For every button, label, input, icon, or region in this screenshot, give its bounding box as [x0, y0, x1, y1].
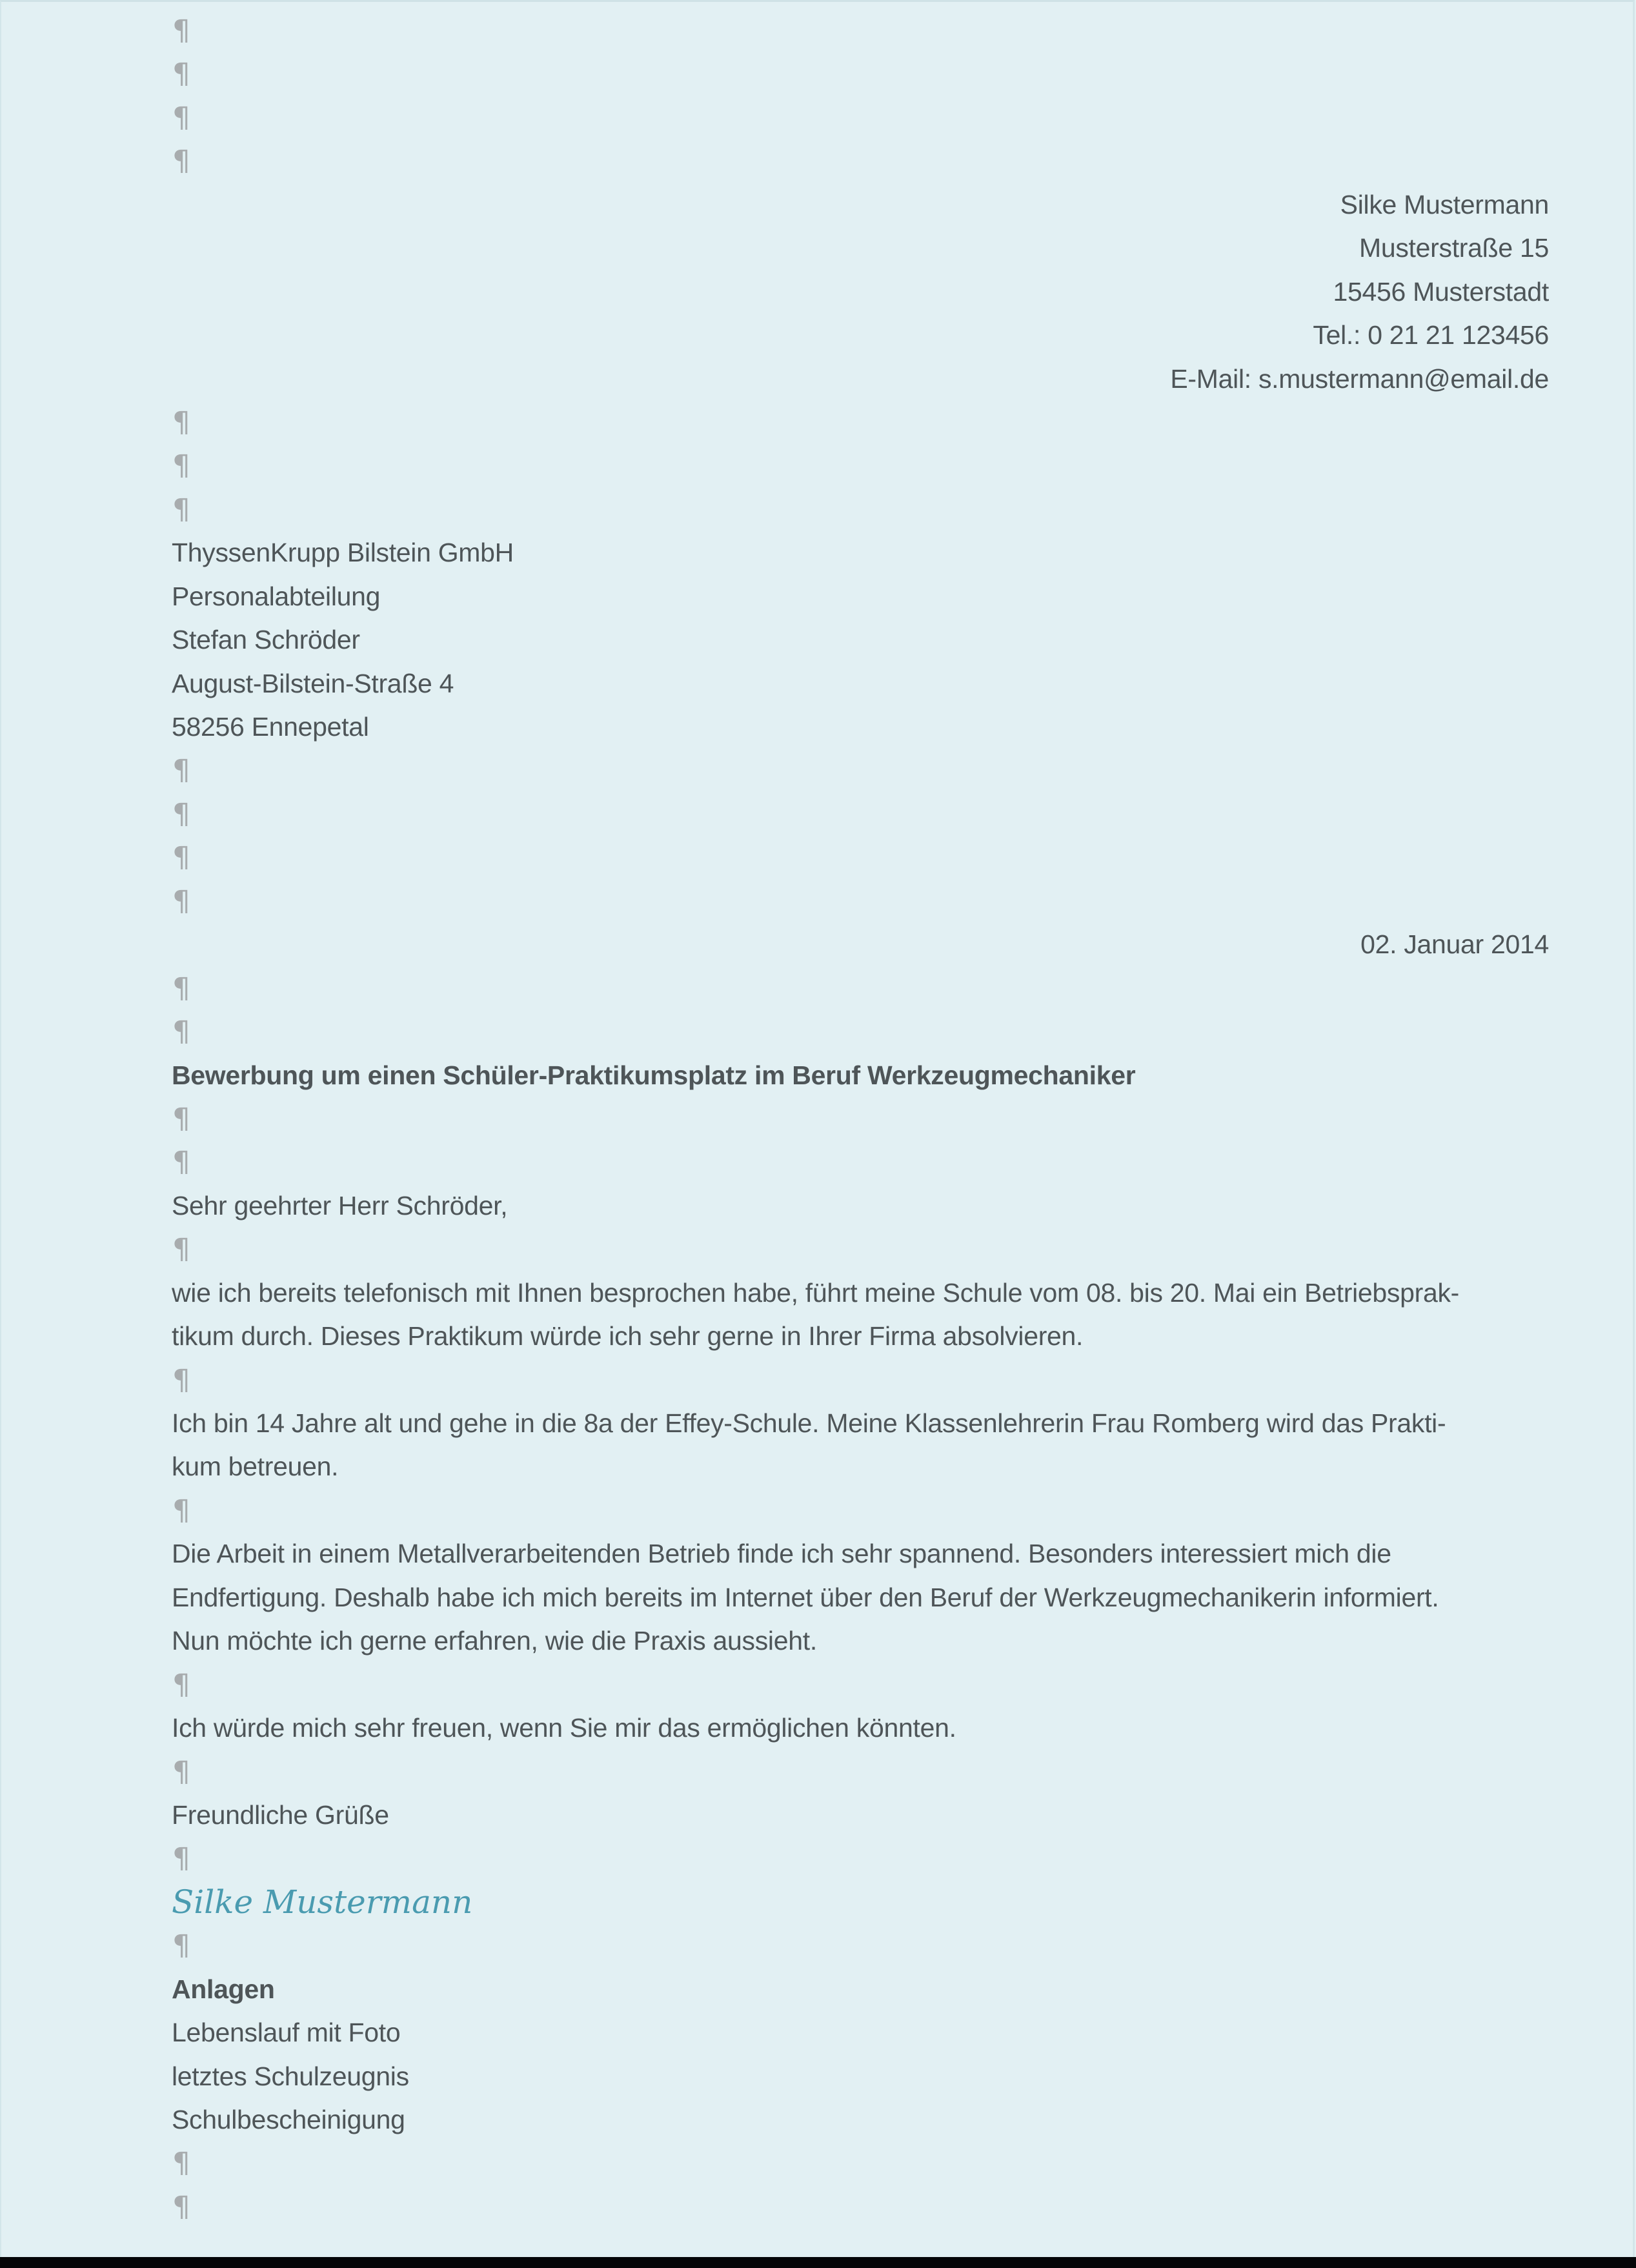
body-line: Ich würde mich sehr freuen, wenn Sie mir das ermöglichen könnten. — [172, 1713, 956, 1743]
empty-paragraph — [172, 749, 1549, 792]
pilcrow-icon: ¶ — [172, 2147, 190, 2180]
pilcrow-icon: ¶ — [172, 145, 190, 178]
body-paragraph-4 — [172, 1706, 1549, 1750]
attachments-heading: Anlagen — [172, 1974, 275, 2004]
attachment-item: letztes Schulzeugnis — [172, 2061, 409, 2091]
empty-paragraph — [172, 793, 1549, 836]
empty-paragraph — [172, 967, 1549, 1010]
recipient-city: 58256 Ennepetal — [172, 712, 369, 742]
body-line: wie ich bereits telefonisch mit Ihnen besprochen habe, führt meine Schule vom 08. bis 20. Mai ein Betriebsprak- — [172, 1277, 1460, 1308]
empty-paragraph — [172, 2141, 1549, 2185]
empty-paragraph — [172, 1837, 1549, 1880]
pilcrow-icon: ¶ — [172, 1755, 190, 1788]
body-paragraph-3 — [172, 1532, 1549, 1663]
pilcrow-icon: ¶ — [172, 1668, 190, 1701]
pilcrow-icon: ¶ — [172, 971, 190, 1005]
pilcrow-icon: ¶ — [172, 884, 190, 918]
pilcrow-icon: ¶ — [172, 1233, 190, 1266]
body-line: kum betreuen. — [172, 1452, 339, 1482]
pilcrow-icon: ¶ — [172, 1493, 190, 1527]
recipient-street: August-Bilstein-Straße 4 — [172, 668, 454, 698]
sender-street: Musterstraße 15 — [1359, 233, 1549, 263]
pilcrow-icon: ¶ — [172, 1146, 190, 1179]
empty-paragraph — [172, 139, 1549, 183]
body-line: tikum durch. Dieses Praktikum würde ich sehr gerne in Ihrer Firma absolvieren. — [172, 1321, 1084, 1352]
empty-paragraph — [172, 1010, 1549, 1053]
pilcrow-icon: ¶ — [172, 754, 190, 787]
pilcrow-icon: ¶ — [172, 1929, 190, 1963]
pilcrow-icon: ¶ — [172, 797, 190, 831]
empty-paragraph — [172, 488, 1549, 531]
body-paragraph-2 — [172, 1402, 1549, 1489]
sender-city: 15456 Musterstadt — [1333, 276, 1549, 307]
recipient-department: Personalabteilung — [172, 581, 381, 611]
body-line: Endfertigung. Deshalb habe ich mich bereits im Internet über den Beruf der Werkzeugmechanikerin informiert. — [172, 1582, 1439, 1612]
bottom-edge-bar — [0, 2257, 1636, 2268]
empty-paragraph — [172, 2185, 1549, 2229]
empty-paragraph — [172, 1663, 1549, 1706]
body-line: Ich bin 14 Jahre alt und gehe in die 8a der Effey-Schule. Meine Klassenlehrerin Frau Romberg wird das Prakti- — [172, 1408, 1446, 1438]
empty-paragraph — [172, 401, 1549, 444]
sender-name: Silke Mustermann — [1340, 189, 1549, 219]
body-line: Die Arbeit in einem Metallverarbeitenden Betrieb finde ich sehr spannend. Besonders interessiert mich die — [172, 1539, 1391, 1569]
empty-paragraph — [172, 1750, 1549, 1794]
empty-paragraph — [172, 1359, 1549, 1402]
empty-paragraph — [172, 96, 1549, 139]
pilcrow-icon: ¶ — [172, 57, 190, 91]
letter-subject: Bewerbung um einen Schüler-Praktikumsplatz im Beruf Werkzeugmechaniker — [172, 1060, 1136, 1090]
empty-paragraph — [172, 836, 1549, 879]
pilcrow-icon: ¶ — [172, 1102, 190, 1135]
empty-paragraph — [172, 1924, 1549, 1967]
sender-address-block — [172, 183, 1549, 401]
pilcrow-icon: ¶ — [172, 14, 190, 47]
pilcrow-icon: ¶ — [172, 101, 190, 134]
recipient-address-block — [172, 531, 1549, 749]
empty-paragraph — [172, 1228, 1549, 1271]
pilcrow-icon: ¶ — [172, 1842, 190, 1876]
recipient-company: ThyssenKrupp Bilstein GmbH — [172, 538, 514, 568]
sender-phone: Tel.: 0 21 21 123456 — [1313, 320, 1549, 350]
letter-date: 02. Januar 2014 — [1360, 929, 1549, 960]
empty-paragraph — [172, 1489, 1549, 1532]
pilcrow-icon: ¶ — [172, 2190, 190, 2223]
pilcrow-icon: ¶ — [172, 841, 190, 875]
body-paragraph-1 — [172, 1271, 1549, 1359]
body-line: Nun möchte ich gerne erfahren, wie die Praxis aussieht. — [172, 1626, 817, 1656]
empty-paragraph — [172, 9, 1549, 52]
attachment-item: Lebenslauf mit Foto — [172, 2018, 401, 2048]
attachments-section — [172, 1968, 1549, 2142]
empty-paragraph — [172, 880, 1549, 923]
salutation: Sehr geehrter Herr Schröder, — [172, 1190, 508, 1220]
empty-paragraph — [172, 444, 1549, 487]
closing: Freundliche Grüße — [172, 1799, 389, 1830]
sender-email: E-Mail: s.mustermann@email.de — [1170, 363, 1549, 394]
pilcrow-icon: ¶ — [172, 405, 190, 439]
letter-body — [172, 9, 1549, 2229]
recipient-contact: Stefan Schröder — [172, 625, 360, 655]
handwritten-signature: Silke Mustermann — [172, 1883, 473, 1921]
pilcrow-icon: ¶ — [172, 1015, 190, 1049]
attachment-item: Schulbescheinigung — [172, 2105, 405, 2134]
empty-paragraph — [172, 1140, 1549, 1184]
pilcrow-icon: ¶ — [172, 449, 190, 483]
pilcrow-icon: ¶ — [172, 1363, 190, 1397]
empty-paragraph — [172, 1097, 1549, 1140]
pilcrow-icon: ¶ — [172, 492, 190, 526]
empty-paragraph — [172, 52, 1549, 96]
